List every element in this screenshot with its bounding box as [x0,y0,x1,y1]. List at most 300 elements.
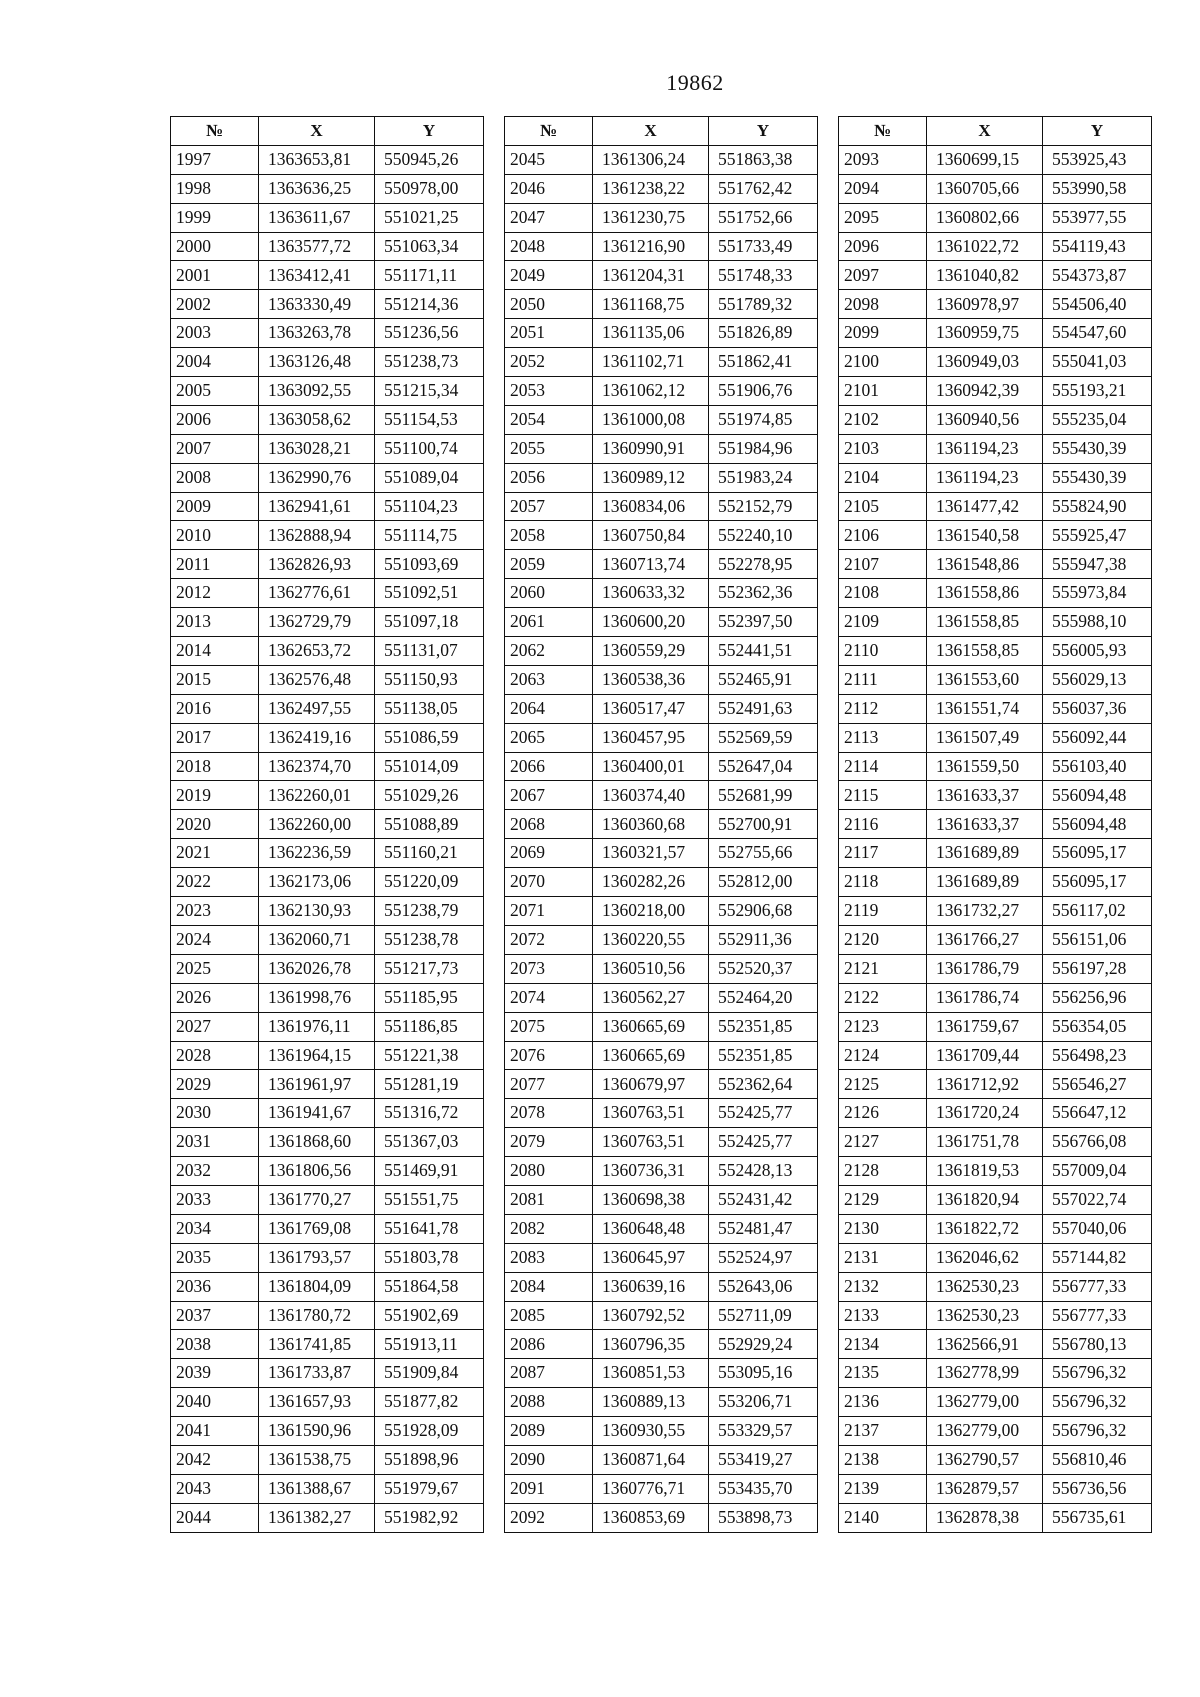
row-number-cell: 2075 [505,1012,593,1041]
table-row [505,145,818,174]
x-coordinate-cell: 1360220,55 [593,925,709,954]
row-number-cell: 2116 [839,810,927,839]
row-number-cell: 2030 [171,1099,259,1128]
y-coordinate-cell: 556796,32 [1043,1359,1152,1388]
row-number-cell: 2039 [171,1359,259,1388]
row-number-cell: 2053 [505,377,593,406]
x-coordinate-cell: 1361022,72 [927,232,1043,261]
row-number-cell: 2115 [839,781,927,810]
table-row [171,1128,484,1157]
y-coordinate-cell: 551974,85 [709,405,818,434]
table-row [839,405,1152,434]
row-number-cell: 2129 [839,1185,927,1214]
y-coordinate-cell: 551063,34 [375,232,484,261]
y-coordinate-cell: 551469,91 [375,1157,484,1186]
table-row [171,983,484,1012]
x-coordinate-cell: 1362888,94 [259,521,375,550]
row-number-cell: 2024 [171,925,259,954]
y-coordinate-cell: 551021,25 [375,203,484,232]
header-num: № [171,117,259,146]
table-row [839,1503,1152,1532]
header-x: X [927,117,1043,146]
table-row [505,348,818,377]
table-row [839,1041,1152,1070]
x-coordinate-cell: 1361558,85 [927,608,1043,637]
table-row [839,232,1152,261]
x-coordinate-cell: 1361194,23 [927,434,1043,463]
y-coordinate-cell: 556117,02 [1043,897,1152,926]
x-coordinate-cell: 1361689,89 [927,839,1043,868]
y-coordinate-cell: 556095,17 [1043,868,1152,897]
y-coordinate-cell: 551803,78 [375,1243,484,1272]
row-number-cell: 2112 [839,694,927,723]
row-number-cell: 2113 [839,723,927,752]
y-coordinate-cell: 551154,53 [375,405,484,434]
row-number-cell: 2008 [171,463,259,492]
x-coordinate-cell: 1362776,61 [259,579,375,608]
x-coordinate-cell: 1361759,67 [927,1012,1043,1041]
table-row [171,752,484,781]
row-number-cell: 2010 [171,521,259,550]
x-coordinate-cell: 1360665,69 [593,1041,709,1070]
x-coordinate-cell: 1363653,81 [259,145,375,174]
x-coordinate-cell: 1361000,08 [593,405,709,434]
y-coordinate-cell: 557009,04 [1043,1157,1152,1186]
table-row [171,1041,484,1070]
row-number-cell: 2132 [839,1272,927,1301]
x-coordinate-cell: 1360648,48 [593,1214,709,1243]
y-coordinate-cell: 553419,27 [709,1445,818,1474]
row-number-cell: 2079 [505,1128,593,1157]
y-coordinate-cell: 555824,90 [1043,492,1152,521]
x-coordinate-cell: 1361733,87 [259,1359,375,1388]
y-coordinate-cell: 551913,11 [375,1330,484,1359]
table-row [171,1012,484,1041]
y-coordinate-cell: 552520,37 [709,954,818,983]
table-row [839,521,1152,550]
x-coordinate-cell: 1361657,93 [259,1388,375,1417]
x-coordinate-cell: 1361633,37 [927,781,1043,810]
row-number-cell: 2087 [505,1359,593,1388]
x-coordinate-cell: 1361766,27 [927,925,1043,954]
x-coordinate-cell: 1361732,27 [927,897,1043,926]
table-row [839,608,1152,637]
row-number-cell: 2055 [505,434,593,463]
y-coordinate-cell: 552755,66 [709,839,818,868]
row-number-cell: 2124 [839,1041,927,1070]
y-coordinate-cell: 551150,93 [375,665,484,694]
row-number-cell: 2013 [171,608,259,637]
row-number-cell: 2131 [839,1243,927,1272]
y-coordinate-cell: 555925,47 [1043,521,1152,550]
row-number-cell: 2004 [171,348,259,377]
y-coordinate-cell: 552152,79 [709,492,818,521]
row-number-cell: 2102 [839,405,927,434]
x-coordinate-cell: 1361230,75 [593,203,709,232]
y-coordinate-cell: 551014,09 [375,752,484,781]
y-coordinate-cell: 551171,11 [375,261,484,290]
x-coordinate-cell: 1360853,69 [593,1503,709,1532]
y-coordinate-cell: 556354,05 [1043,1012,1152,1041]
x-coordinate-cell: 1362653,72 [259,637,375,666]
table-row [839,1243,1152,1272]
table-row [171,1301,484,1330]
row-number-cell: 2051 [505,319,593,348]
y-coordinate-cell: 551221,38 [375,1041,484,1070]
row-number-cell: 2019 [171,781,259,810]
y-coordinate-cell: 551238,79 [375,897,484,926]
y-coordinate-cell: 556810,46 [1043,1445,1152,1474]
table-row [505,1041,818,1070]
x-coordinate-cell: 1362130,93 [259,897,375,926]
page-number: 19862 [666,70,724,95]
y-coordinate-cell: 551220,09 [375,868,484,897]
y-coordinate-cell: 556103,40 [1043,752,1152,781]
y-coordinate-cell: 556777,33 [1043,1301,1152,1330]
x-coordinate-cell: 1360796,35 [593,1330,709,1359]
y-coordinate-cell: 551089,04 [375,463,484,492]
x-coordinate-cell: 1361590,96 [259,1417,375,1446]
row-number-cell: 2138 [839,1445,927,1474]
table-row [505,781,818,810]
y-coordinate-cell: 551100,74 [375,434,484,463]
x-coordinate-cell: 1362826,93 [259,550,375,579]
y-coordinate-cell: 552700,91 [709,810,818,839]
header-y: Y [1043,117,1152,146]
y-coordinate-cell: 552362,36 [709,579,818,608]
x-coordinate-cell: 1362260,00 [259,810,375,839]
x-coordinate-cell: 1360959,75 [927,319,1043,348]
y-coordinate-cell: 551215,34 [375,377,484,406]
y-coordinate-cell: 551138,05 [375,694,484,723]
y-coordinate-cell: 553206,71 [709,1388,818,1417]
y-coordinate-cell: 551160,21 [375,839,484,868]
table-row [505,1128,818,1157]
y-coordinate-cell: 551641,78 [375,1214,484,1243]
table-row [171,405,484,434]
y-coordinate-cell: 552643,06 [709,1272,818,1301]
row-number-cell: 1998 [171,174,259,203]
y-coordinate-cell: 552240,10 [709,521,818,550]
y-coordinate-cell: 555235,04 [1043,405,1152,434]
table-row [171,925,484,954]
table-row [505,694,818,723]
row-number-cell: 2031 [171,1128,259,1157]
y-coordinate-cell: 551097,18 [375,608,484,637]
table-row [171,492,484,521]
x-coordinate-cell: 1360851,53 [593,1359,709,1388]
x-coordinate-cell: 1361553,60 [927,665,1043,694]
y-coordinate-cell: 552569,59 [709,723,818,752]
table-row [505,1157,818,1186]
x-coordinate-cell: 1362026,78 [259,954,375,983]
table-row [171,665,484,694]
x-coordinate-cell: 1361964,15 [259,1041,375,1070]
table-row [171,839,484,868]
table-row [171,377,484,406]
table-row [171,290,484,319]
table-row [839,665,1152,694]
table-row [505,897,818,926]
x-coordinate-cell: 1360776,71 [593,1474,709,1503]
x-coordinate-cell: 1361633,37 [927,810,1043,839]
y-coordinate-cell: 552929,24 [709,1330,818,1359]
y-coordinate-cell: 553435,70 [709,1474,818,1503]
row-number-cell: 2002 [171,290,259,319]
x-coordinate-cell: 1361538,75 [259,1445,375,1474]
y-coordinate-cell: 556766,08 [1043,1128,1152,1157]
row-number-cell: 2099 [839,319,927,348]
y-coordinate-cell: 551551,75 [375,1185,484,1214]
table-row [171,608,484,637]
y-coordinate-cell: 550945,26 [375,145,484,174]
x-coordinate-cell: 1361548,86 [927,550,1043,579]
row-number-cell: 2049 [505,261,593,290]
x-coordinate-cell: 1361558,86 [927,579,1043,608]
row-number-cell: 2046 [505,174,593,203]
x-coordinate-cell: 1360792,52 [593,1301,709,1330]
x-coordinate-cell: 1360705,66 [927,174,1043,203]
table-row [505,752,818,781]
row-number-cell: 2001 [171,261,259,290]
x-coordinate-cell: 1361388,67 [259,1474,375,1503]
table-row [839,1157,1152,1186]
table-row [505,290,818,319]
y-coordinate-cell: 552524,97 [709,1243,818,1272]
table-row [839,174,1152,203]
row-number-cell: 2140 [839,1503,927,1532]
y-coordinate-cell: 552425,77 [709,1099,818,1128]
y-coordinate-cell: 551104,23 [375,492,484,521]
table-row [839,1359,1152,1388]
x-coordinate-cell: 1360645,97 [593,1243,709,1272]
row-number-cell: 2068 [505,810,593,839]
x-coordinate-cell: 1360930,55 [593,1417,709,1446]
x-coordinate-cell: 1362779,00 [927,1388,1043,1417]
x-coordinate-cell: 1362260,01 [259,781,375,810]
x-coordinate-cell: 1362779,00 [927,1417,1043,1446]
table-row [839,1185,1152,1214]
row-number-cell: 2080 [505,1157,593,1186]
table-row [839,1388,1152,1417]
x-coordinate-cell: 1360600,20 [593,608,709,637]
row-number-cell: 2122 [839,983,927,1012]
table-row [839,550,1152,579]
y-coordinate-cell: 551086,59 [375,723,484,752]
y-coordinate-cell: 553095,16 [709,1359,818,1388]
x-coordinate-cell: 1360639,16 [593,1272,709,1301]
table-row [505,1474,818,1503]
y-coordinate-cell: 553898,73 [709,1503,818,1532]
table-row [171,174,484,203]
table-row [171,810,484,839]
table-row [505,1359,818,1388]
x-coordinate-cell: 1360989,12 [593,463,709,492]
table-row [505,925,818,954]
table-row [839,1012,1152,1041]
x-coordinate-cell: 1361769,08 [259,1214,375,1243]
row-number-cell: 2000 [171,232,259,261]
table-row [839,723,1152,752]
row-number-cell: 2012 [171,579,259,608]
x-coordinate-cell: 1360763,51 [593,1099,709,1128]
y-coordinate-cell: 551029,26 [375,781,484,810]
table-row [839,290,1152,319]
row-number-cell: 2125 [839,1070,927,1099]
y-coordinate-cell: 551748,33 [709,261,818,290]
row-number-cell: 2134 [839,1330,927,1359]
x-coordinate-cell: 1361998,76 [259,983,375,1012]
x-coordinate-cell: 1360699,15 [927,145,1043,174]
x-coordinate-cell: 1362576,48 [259,665,375,694]
y-coordinate-cell: 552362,64 [709,1070,818,1099]
header-y: Y [375,117,484,146]
row-number-cell: 2042 [171,1445,259,1474]
row-number-cell: 2127 [839,1128,927,1157]
row-number-cell: 2047 [505,203,593,232]
x-coordinate-cell: 1360990,91 [593,434,709,463]
row-number-cell: 2105 [839,492,927,521]
row-number-cell: 2003 [171,319,259,348]
header-x: X [593,117,709,146]
y-coordinate-cell: 555947,38 [1043,550,1152,579]
table-row [505,1445,818,1474]
x-coordinate-cell: 1362236,59 [259,839,375,868]
y-coordinate-cell: 550978,00 [375,174,484,203]
row-number-cell: 2081 [505,1185,593,1214]
x-coordinate-cell: 1361507,49 [927,723,1043,752]
row-number-cell: 2059 [505,550,593,579]
table-row [839,1301,1152,1330]
table-row [171,1185,484,1214]
row-number-cell: 2126 [839,1099,927,1128]
row-number-cell: 2061 [505,608,593,637]
y-coordinate-cell: 556735,61 [1043,1503,1152,1532]
x-coordinate-cell: 1361804,09 [259,1272,375,1301]
x-coordinate-cell: 1360517,47 [593,694,709,723]
table-row [505,1417,818,1446]
x-coordinate-cell: 1361712,92 [927,1070,1043,1099]
row-number-cell: 2096 [839,232,927,261]
y-coordinate-cell: 551789,32 [709,290,818,319]
y-coordinate-cell: 551864,58 [375,1272,484,1301]
table-row [839,261,1152,290]
x-coordinate-cell: 1361941,67 [259,1099,375,1128]
table-row [505,1012,818,1041]
table-row [839,897,1152,926]
y-coordinate-cell: 551281,19 [375,1070,484,1099]
x-coordinate-cell: 1363330,49 [259,290,375,319]
row-number-cell: 2045 [505,145,593,174]
row-number-cell: 2033 [171,1185,259,1214]
x-coordinate-cell: 1360360,68 [593,810,709,839]
table-row [171,319,484,348]
row-number-cell: 2058 [505,521,593,550]
row-number-cell: 2098 [839,290,927,319]
row-number-cell: 2128 [839,1157,927,1186]
y-coordinate-cell: 551928,09 [375,1417,484,1446]
x-coordinate-cell: 1361040,82 [927,261,1043,290]
y-coordinate-cell: 553977,55 [1043,203,1152,232]
table-row [505,579,818,608]
header-x: X [259,117,375,146]
row-number-cell: 2037 [171,1301,259,1330]
y-coordinate-cell: 552425,77 [709,1128,818,1157]
row-number-cell: 2043 [171,1474,259,1503]
table-row [505,723,818,752]
table-row [171,261,484,290]
row-number-cell: 2070 [505,868,593,897]
table-row [839,868,1152,897]
row-number-cell: 2097 [839,261,927,290]
x-coordinate-cell: 1361382,27 [259,1503,375,1532]
table-row [505,954,818,983]
y-coordinate-cell: 552397,50 [709,608,818,637]
row-number-cell: 2023 [171,897,259,926]
y-coordinate-cell: 556736,56 [1043,1474,1152,1503]
row-number-cell: 2052 [505,348,593,377]
y-coordinate-cell: 556092,44 [1043,723,1152,752]
table-row [839,781,1152,810]
row-number-cell: 2095 [839,203,927,232]
x-coordinate-cell: 1360400,01 [593,752,709,781]
row-number-cell: 2062 [505,637,593,666]
table-row [505,1330,818,1359]
table-row [505,983,818,1012]
table-row [171,868,484,897]
table-row [839,810,1152,839]
row-number-cell: 2005 [171,377,259,406]
table-row [839,1417,1152,1446]
table-row [171,1359,484,1388]
y-coordinate-cell: 555973,84 [1043,579,1152,608]
table-row [839,1445,1152,1474]
table-row [171,145,484,174]
row-number-cell: 2025 [171,954,259,983]
row-number-cell: 2106 [839,521,927,550]
y-coordinate-cell: 552647,04 [709,752,818,781]
row-number-cell: 2139 [839,1474,927,1503]
y-coordinate-cell: 555430,39 [1043,434,1152,463]
x-coordinate-cell: 1360802,66 [927,203,1043,232]
table-row [171,1474,484,1503]
x-coordinate-cell: 1363577,72 [259,232,375,261]
x-coordinate-cell: 1360763,51 [593,1128,709,1157]
table-row [171,1157,484,1186]
y-coordinate-cell: 552906,68 [709,897,818,926]
y-coordinate-cell: 553329,57 [709,1417,818,1446]
y-coordinate-cell: 551877,82 [375,1388,484,1417]
x-coordinate-cell: 1363028,21 [259,434,375,463]
table-row [505,868,818,897]
row-number-cell: 2072 [505,925,593,954]
row-number-cell: 2114 [839,752,927,781]
table-row [171,550,484,579]
row-number-cell: 2011 [171,550,259,579]
x-coordinate-cell: 1363412,41 [259,261,375,290]
y-coordinate-cell: 551186,85 [375,1012,484,1041]
table-row [839,954,1152,983]
table-header-row [505,117,818,146]
y-coordinate-cell: 552464,20 [709,983,818,1012]
x-coordinate-cell: 1362530,23 [927,1272,1043,1301]
x-coordinate-cell: 1361559,50 [927,752,1043,781]
row-number-cell: 1999 [171,203,259,232]
y-coordinate-cell: 551979,67 [375,1474,484,1503]
row-number-cell: 2066 [505,752,593,781]
row-number-cell: 2100 [839,348,927,377]
x-coordinate-cell: 1361062,12 [593,377,709,406]
